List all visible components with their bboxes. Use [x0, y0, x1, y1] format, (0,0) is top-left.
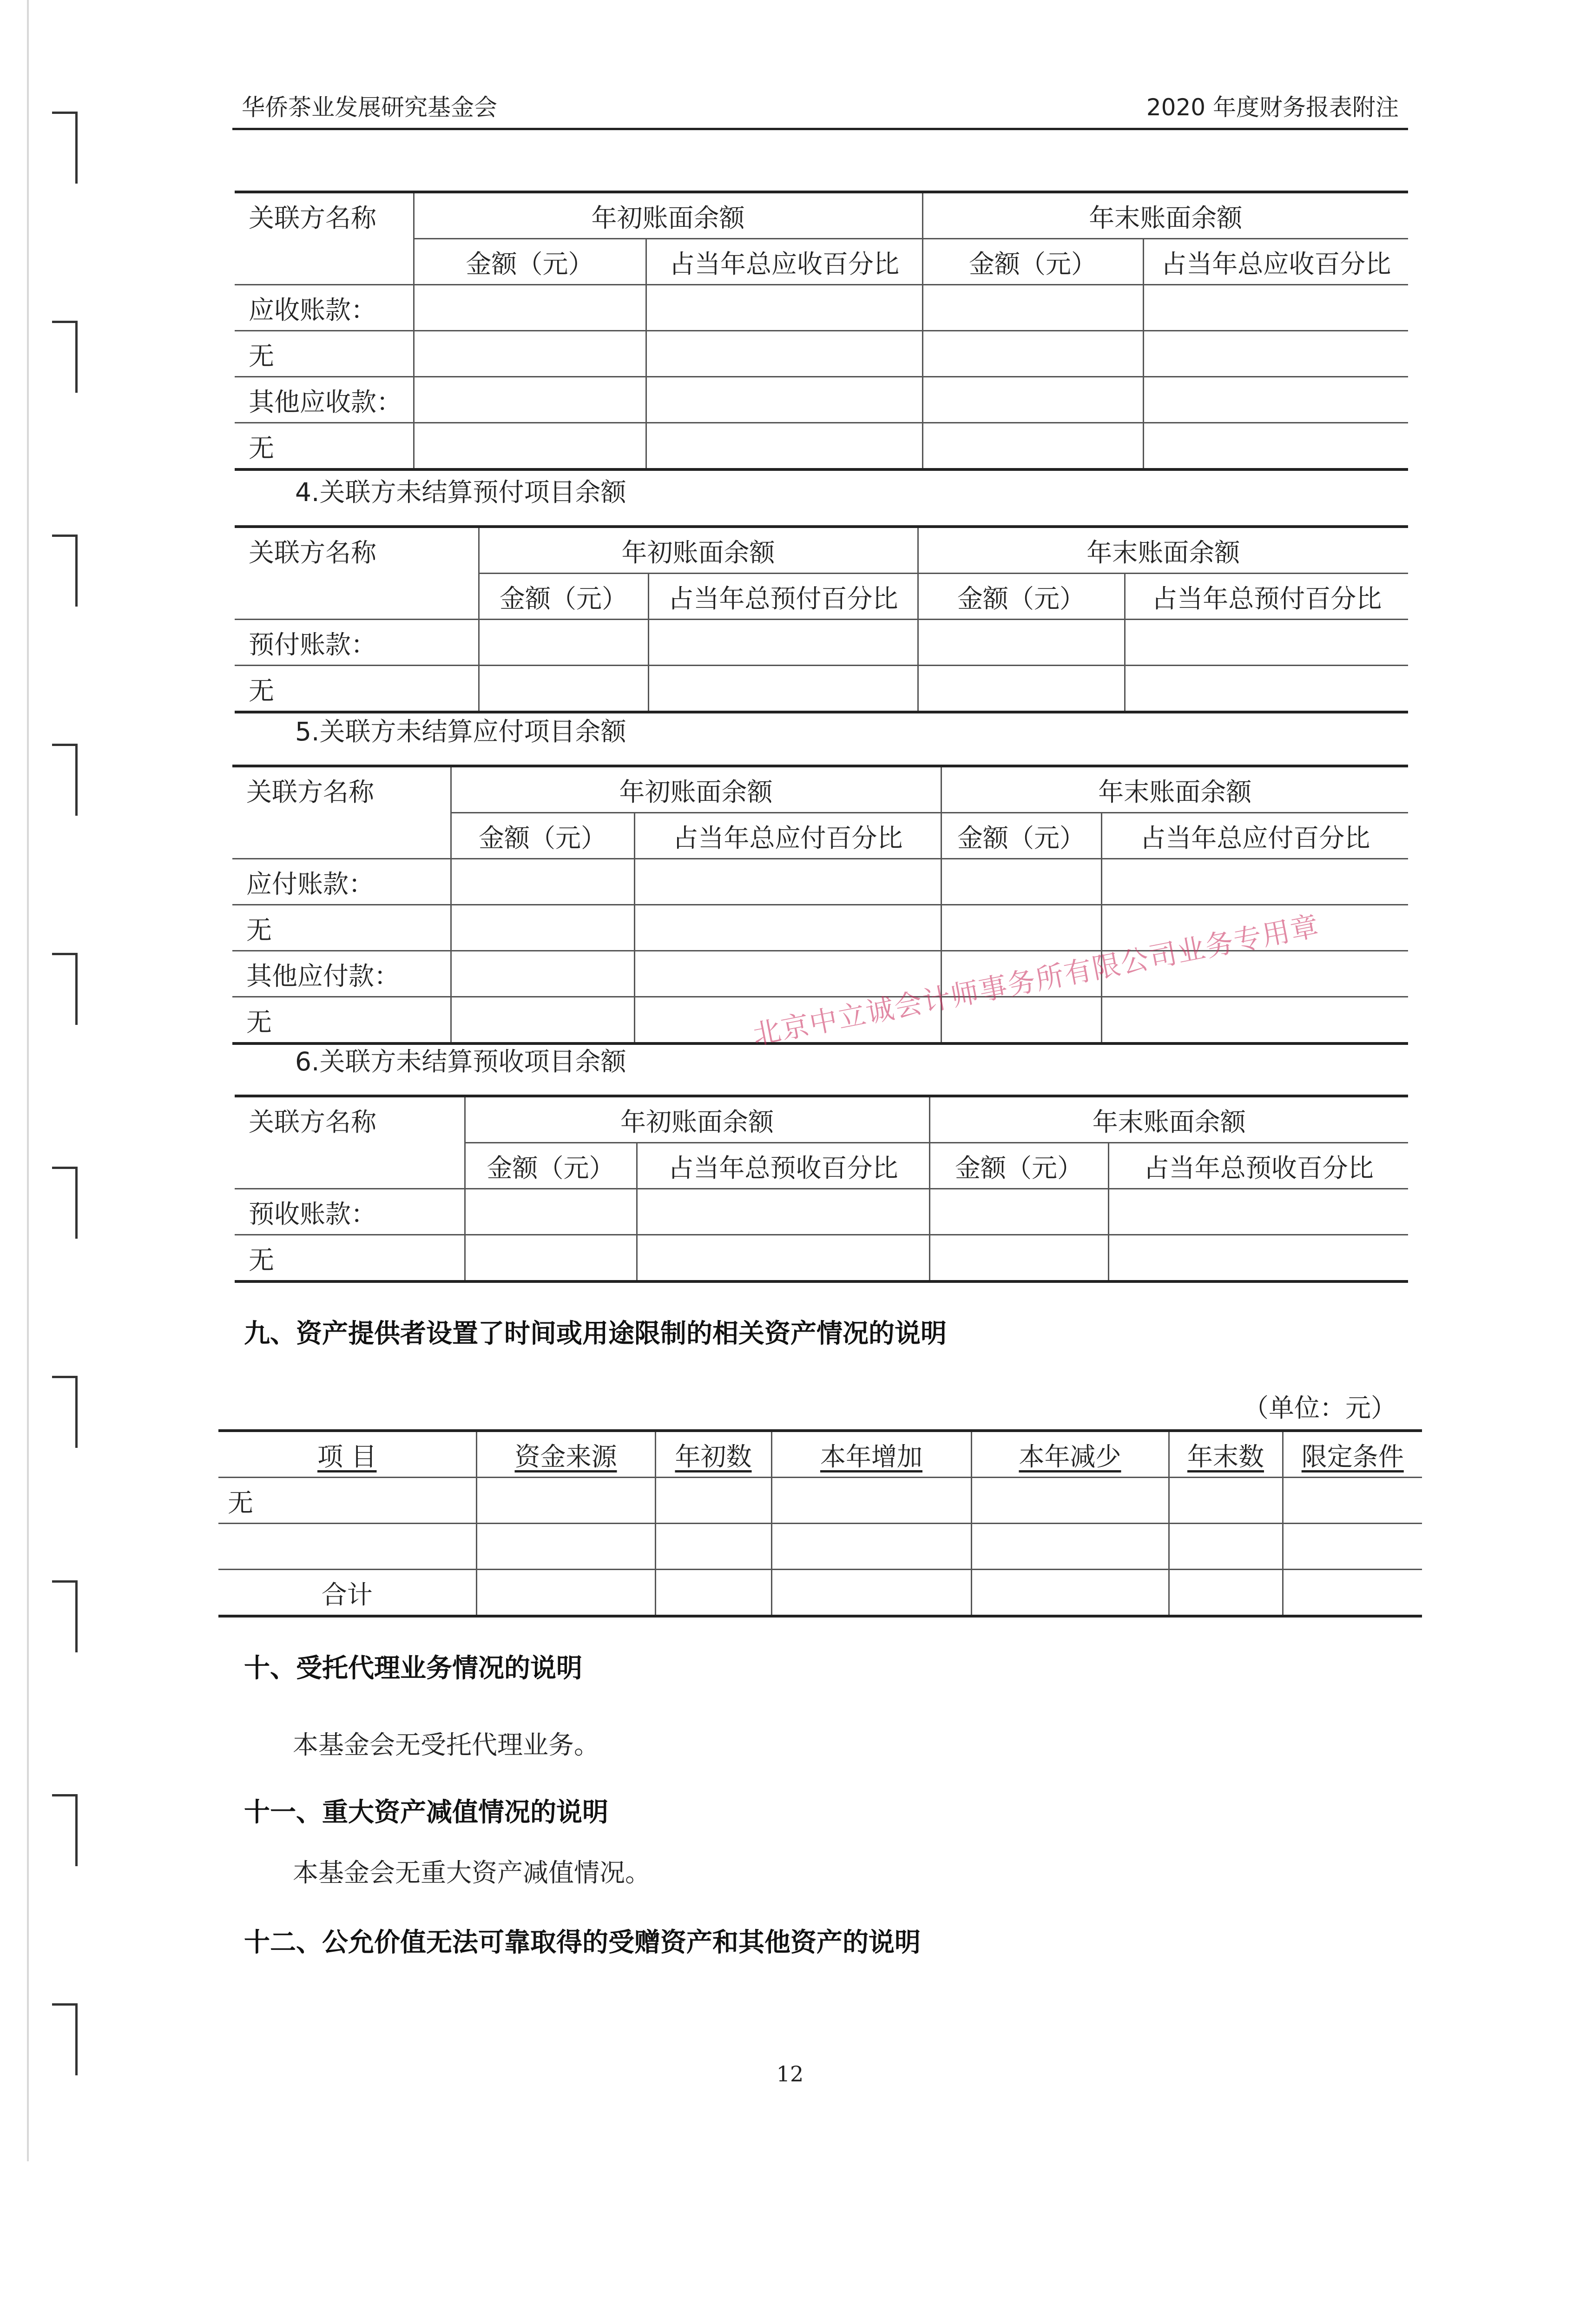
prepayment-balance-table [235, 525, 1408, 713]
row-label: 无 [232, 905, 451, 951]
row-label: 无 [235, 666, 479, 713]
unit-label: （单位：元） [1243, 1393, 1396, 1423]
header-beginning-balance: 年初账面余额 [451, 766, 941, 813]
header-ending-balance: 年末账面余额 [929, 1096, 1408, 1143]
column-header [218, 1431, 476, 1478]
page-header [232, 84, 1408, 130]
column-header [771, 1431, 971, 1478]
header-amount: 金额（元） [929, 1143, 1108, 1189]
restricted-assets-table [218, 1429, 1422, 1618]
table-row [232, 859, 1408, 905]
row-label: 预收账款： [235, 1189, 465, 1235]
column-header-text: 本年增加 [820, 1441, 922, 1472]
binder-mark [52, 321, 78, 393]
row-label: 其他应收款： [235, 377, 414, 423]
row-label: 其他应付款： [232, 951, 451, 997]
header-amount: 金额（元） [479, 574, 648, 620]
row-label: 无 [218, 1478, 476, 1524]
section-4-caption: 4.关联方未结算预付项目余额 [295, 477, 626, 507]
table-row [235, 620, 1408, 666]
header-percentage: 占当年总应收百分比 [646, 239, 922, 285]
header-related-party-name: 关联方名称 [235, 1096, 465, 1143]
row-label [218, 1524, 476, 1570]
header-beginning-balance: 年初账面余额 [479, 527, 918, 574]
binder-mark [52, 953, 78, 1025]
binder-mark [52, 1794, 78, 1866]
section-6-caption: 6.关联方未结算预收项目余额 [295, 1047, 626, 1076]
header-percentage: 占当年总应付百分比 [1101, 813, 1408, 859]
column-header [1169, 1431, 1283, 1478]
table-row [235, 377, 1408, 423]
column-header [971, 1431, 1169, 1478]
header-blank-cell [235, 1143, 465, 1189]
header-amount: 金额（元） [414, 239, 646, 285]
header-related-party-name: 关联方名称 [235, 192, 414, 239]
row-label: 无 [235, 331, 414, 377]
table-row [235, 666, 1408, 713]
binder-mark [52, 1167, 78, 1239]
section-10-heading: 十、受托代理业务情况的说明 [244, 1653, 582, 1684]
section-12-heading: 十二、公允价值无法可靠取得的受赠资产和其他资产的说明 [244, 1928, 921, 1958]
header-amount: 金额（元） [941, 813, 1101, 859]
section-11-heading: 十一、重大资产减值情况的说明 [244, 1797, 608, 1828]
section-10-text: 本基金会无受托代理业务。 [293, 1730, 600, 1760]
section-5-caption: 5.关联方未结算应付项目余额 [295, 717, 626, 746]
header-amount: 金额（元） [918, 574, 1125, 620]
receivable-balance-table [235, 191, 1408, 471]
table-row [218, 1478, 1422, 1524]
header-beginning-balance: 年初账面余额 [414, 192, 922, 239]
document-title: 2020 年度财务报表附注 [1146, 94, 1399, 121]
header-percentage: 占当年总应付百分比 [634, 813, 941, 859]
total-row-label: 合计 [218, 1570, 476, 1617]
header-percentage: 占当年总应收百分比 [1143, 239, 1408, 285]
header-amount: 金额（元） [465, 1143, 637, 1189]
column-header-text: 本年减少 [1019, 1441, 1121, 1472]
scan-edge [27, 0, 29, 2161]
header-related-party-name: 关联方名称 [232, 766, 451, 813]
header-related-party-name: 关联方名称 [235, 527, 479, 574]
header-percentage: 占当年总预付百分比 [648, 574, 918, 620]
header-blank-cell [235, 239, 414, 285]
section-9-heading: 九、资产提供者设置了时间或用途限制的相关资产情况的说明 [244, 1319, 947, 1349]
row-label: 无 [235, 423, 414, 470]
table-row [235, 331, 1408, 377]
table-row [235, 285, 1408, 331]
header-ending-balance: 年末账面余额 [922, 192, 1408, 239]
column-header-text: 年末数 [1187, 1441, 1264, 1472]
advance-receipt-balance-table [235, 1095, 1408, 1283]
header-beginning-balance: 年初账面余额 [465, 1096, 929, 1143]
row-label: 应付账款： [232, 859, 451, 905]
table-row [218, 1570, 1422, 1617]
row-label: 应收账款： [235, 285, 414, 331]
column-header [655, 1431, 771, 1478]
column-header-text: 资金来源 [514, 1441, 617, 1472]
header-percentage: 占当年总预付百分比 [1125, 574, 1408, 620]
header-percentage: 占当年总预收百分比 [1108, 1143, 1408, 1189]
column-header-text: 限定条件 [1301, 1441, 1404, 1472]
header-percentage: 占当年总预收百分比 [637, 1143, 929, 1189]
table-row [218, 1524, 1422, 1570]
binder-mark [52, 535, 78, 607]
column-header-text: 项 目 [317, 1441, 377, 1472]
header-blank-cell [235, 574, 479, 620]
auditor-seal-stamp: 北京中立诚会计师事务所有限公司业务专用章 [750, 909, 1322, 1052]
organization-name: 华侨茶业发展研究基金会 [242, 94, 497, 121]
table-row [235, 1235, 1408, 1282]
column-header [476, 1431, 655, 1478]
section-11-text: 本基金会无重大资产减值情况。 [293, 1858, 651, 1888]
page-number: 12 [776, 2061, 804, 2086]
binder-mark [52, 1580, 78, 1652]
binder-mark [52, 1376, 78, 1448]
table-row [235, 423, 1408, 470]
table-row [235, 1189, 1408, 1235]
binder-mark [52, 112, 78, 184]
column-header-text: 年初数 [675, 1441, 752, 1472]
column-header [1283, 1431, 1422, 1478]
row-label: 无 [235, 1235, 465, 1282]
row-label: 无 [232, 997, 451, 1044]
header-amount: 金额（元） [922, 239, 1143, 285]
header-ending-balance: 年末账面余额 [941, 766, 1408, 813]
header-blank-cell [232, 813, 451, 859]
header-amount: 金额（元） [451, 813, 634, 859]
binder-mark [52, 744, 78, 816]
header-ending-balance: 年末账面余额 [918, 527, 1408, 574]
row-label: 预付账款： [235, 620, 479, 666]
